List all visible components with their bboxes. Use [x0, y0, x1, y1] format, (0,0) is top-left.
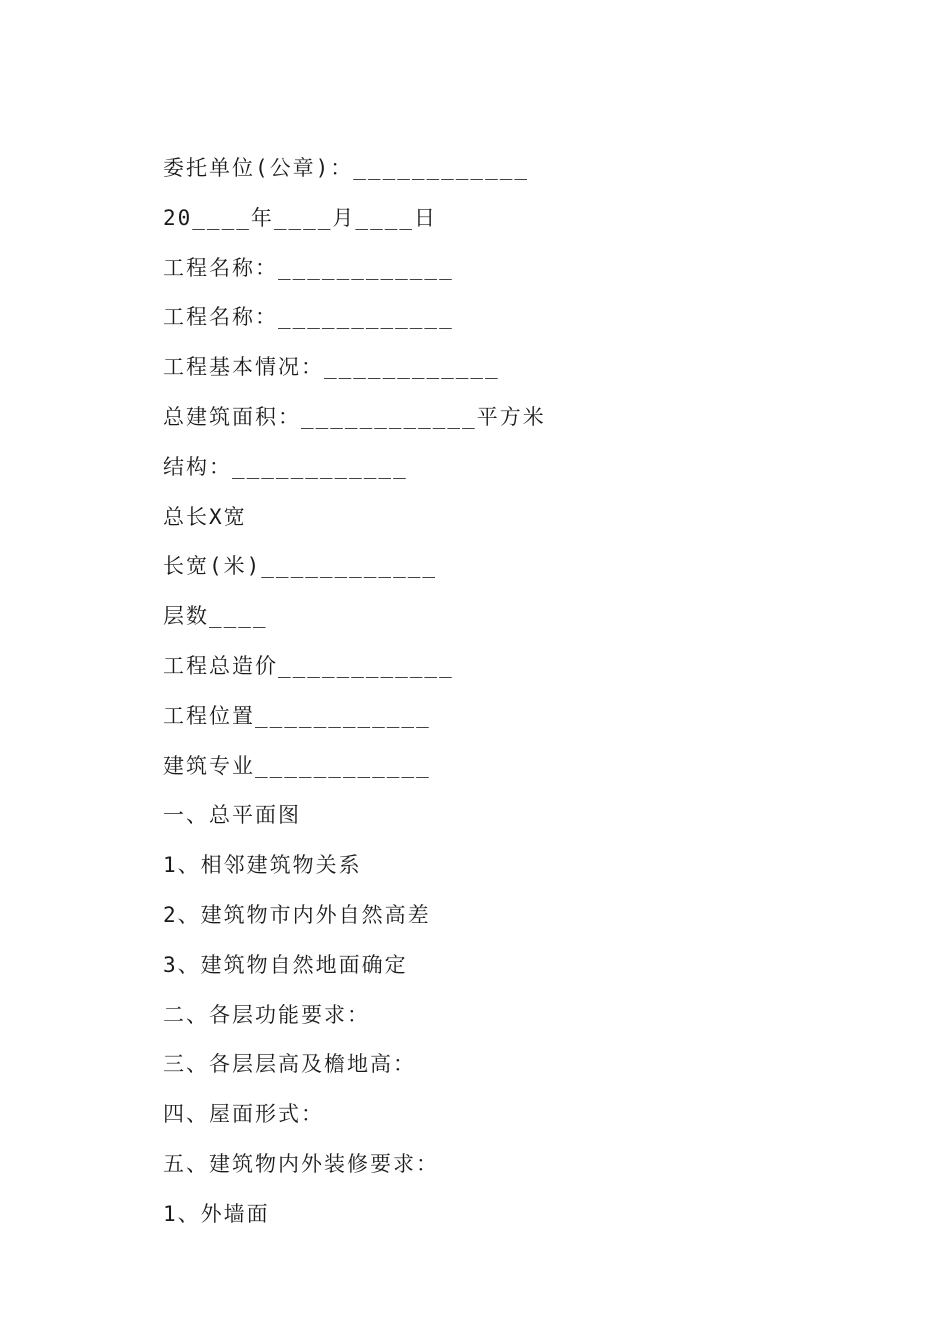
list-item-exterior-wall: 1、外墙面	[163, 1201, 270, 1226]
list-item-ground-level: 3、建筑物自然地面确定	[163, 952, 408, 977]
date-line: 20____年____月____日	[163, 205, 438, 230]
project-name-line-2: 工程名称：____________	[163, 305, 454, 330]
architecture-discipline-line: 建筑专业____________	[163, 753, 431, 778]
length-width-meters-line: 长宽(米)____________	[163, 554, 438, 579]
project-location-line: 工程位置____________	[163, 703, 431, 728]
list-item-elevation-difference: 2、建筑物市内外自然高差	[163, 902, 431, 927]
section-heading-site-plan: 一、总平面图	[163, 803, 301, 828]
total-length-width-line: 总长X宽	[163, 504, 247, 529]
list-item-adjacent-buildings: 1、相邻建筑物关系	[163, 853, 362, 878]
section-heading-floor-functions: 二、各层功能要求：	[163, 1002, 370, 1027]
structure-line: 结构：____________	[163, 454, 408, 479]
section-heading-decoration: 五、建筑物内外装修要求：	[163, 1151, 439, 1176]
total-floor-area-line: 总建筑面积：____________平方米	[163, 404, 546, 429]
client-seal-line: 委托单位(公章)：____________	[163, 156, 530, 180]
total-cost-line: 工程总造价____________	[163, 653, 454, 678]
section-heading-roof-form: 四、屋面形式：	[163, 1102, 324, 1127]
section-heading-floor-heights: 三、各层层高及檐地高：	[163, 1052, 416, 1077]
floor-count-line: 层数____	[163, 604, 268, 629]
document-body	[163, 152, 863, 1248]
project-basic-info-line: 工程基本情况：____________	[163, 355, 500, 380]
project-name-line: 工程名称：____________	[163, 255, 454, 280]
